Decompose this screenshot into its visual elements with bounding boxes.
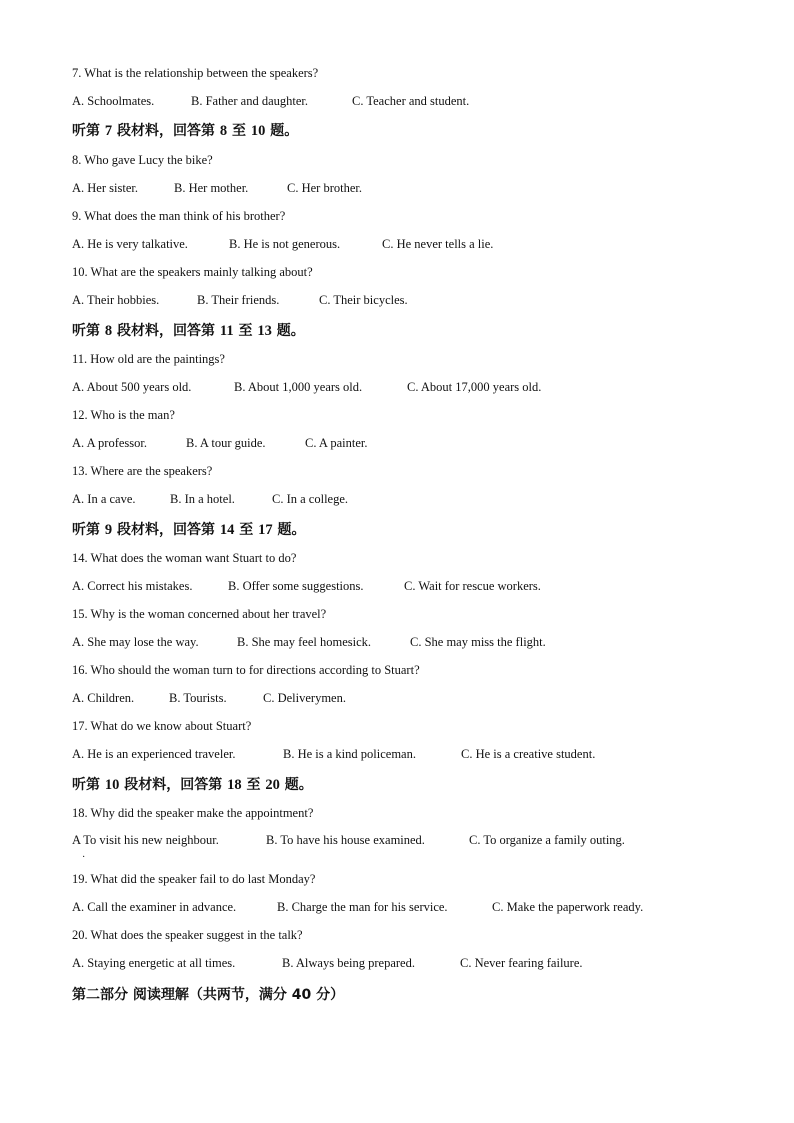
option-b: B. A tour guide. <box>186 436 266 450</box>
option-a: A. He is an experienced traveler. <box>72 747 236 761</box>
option-c: C. Teacher and student. <box>352 94 470 108</box>
question-13: 13. Where are the speakers? <box>72 464 213 478</box>
question-17: 17. What do we know about Stuart? <box>72 719 252 733</box>
section-heading-7: 听第 7 段材料，回答第 8 至 10 题。 <box>72 123 299 139</box>
option-b: B. Father and daughter. <box>191 94 308 108</box>
options-17 <box>72 746 595 762</box>
option-b: B. He is a kind policeman. <box>283 747 416 761</box>
option-b: B. Always being prepared. <box>282 956 415 970</box>
option-a: A. About 500 years old. <box>72 380 192 394</box>
question-7: 7. What is the relationship between the speakers? <box>72 66 319 80</box>
option-b: B. About 1,000 years old. <box>234 380 363 394</box>
option-c: C. She may miss the flight. <box>410 635 546 649</box>
option-c: C. Never fearing failure. <box>460 956 583 970</box>
options-14 <box>72 578 541 594</box>
section-heading-10: 听第 10 段材料，回答第 18 至 20 题。 <box>72 777 313 793</box>
option-b: B. Their friends. <box>197 293 280 307</box>
option-c: C. Deliverymen. <box>263 691 346 705</box>
question-14: 14. What does the woman want Stuart to do? <box>72 551 297 565</box>
option-a: A. Schoolmates. <box>72 94 155 108</box>
option-a: A To visit his new neighbour. <box>72 833 219 847</box>
option-c: C. A painter. <box>305 436 368 450</box>
option-c: C. Her brother. <box>287 181 362 195</box>
stray-mark: · <box>82 852 86 863</box>
options-20 <box>72 955 583 971</box>
options-8 <box>72 180 362 196</box>
option-a: A. Correct his mistakes. <box>72 579 193 593</box>
option-c: C. About 17,000 years old. <box>407 380 542 394</box>
options-18 <box>72 832 625 848</box>
option-c: C. To organize a family outing. <box>469 833 625 847</box>
option-a: A. Staying energetic at all times. <box>72 956 236 970</box>
section-heading-9: 听第 9 段材料，回答第 14 至 17 题。 <box>72 522 306 538</box>
question-12: 12. Who is the man? <box>72 408 175 422</box>
options-15 <box>72 634 546 650</box>
option-c: C. He never tells a lie. <box>382 237 494 251</box>
question-19: 19. What did the speaker fail to do last Monday? <box>72 872 316 886</box>
option-b: B. Offer some suggestions. <box>228 579 364 593</box>
question-15: 15. Why is the woman concerned about her travel? <box>72 607 327 621</box>
option-a: A. He is very talkative. <box>72 237 188 251</box>
option-b: B. He is not generous. <box>229 237 341 251</box>
option-a: A. She may lose the way. <box>72 635 199 649</box>
option-a: A. In a cave. <box>72 492 136 506</box>
options-19 <box>72 899 643 915</box>
option-b: B. Charge the man for his service. <box>277 900 448 914</box>
option-b: B. She may feel homesick. <box>237 635 371 649</box>
section-heading-8: 听第 8 段材料，回答第 11 至 13 题。 <box>72 323 305 339</box>
option-a: A. Her sister. <box>72 181 138 195</box>
option-b: B. To have his house examined. <box>266 833 425 847</box>
question-10: 10. What are the speakers mainly talking about? <box>72 265 313 279</box>
option-b: B. Her mother. <box>174 181 249 195</box>
options-9 <box>72 236 493 252</box>
option-a: A. Call the examiner in advance. <box>72 900 237 914</box>
option-a: A. Children. <box>72 691 135 705</box>
options-13 <box>72 491 348 507</box>
option-a: A. A professor. <box>72 436 147 450</box>
option-c: C. Wait for rescue workers. <box>404 579 541 593</box>
option-c: C. He is a creative student. <box>461 747 596 761</box>
option-b: B. Tourists. <box>169 691 227 705</box>
part-two-heading: 第二部分 阅读理解（共两节，满分 40 分） <box>72 987 345 1003</box>
option-b: B. In a hotel. <box>170 492 235 506</box>
option-c: C. In a college. <box>272 492 349 506</box>
question-18: 18. Why did the speaker make the appointment? <box>72 806 314 820</box>
options-12 <box>72 435 368 451</box>
question-9: 9. What does the man think of his brother? <box>72 209 286 223</box>
question-20: 20. What does the speaker suggest in the talk? <box>72 928 303 942</box>
option-c: C. Their bicycles. <box>319 293 408 307</box>
option-c: C. Make the paperwork ready. <box>492 900 644 914</box>
question-16: 16. Who should the woman turn to for directions according to Stuart? <box>72 663 420 677</box>
option-a: A. Their hobbies. <box>72 293 160 307</box>
question-8: 8. Who gave Lucy the bike? <box>72 153 213 167</box>
question-11: 11. How old are the paintings? <box>72 352 225 366</box>
options-16 <box>72 690 346 706</box>
options-11 <box>72 379 541 395</box>
options-10 <box>72 292 408 308</box>
options-7 <box>72 93 469 109</box>
